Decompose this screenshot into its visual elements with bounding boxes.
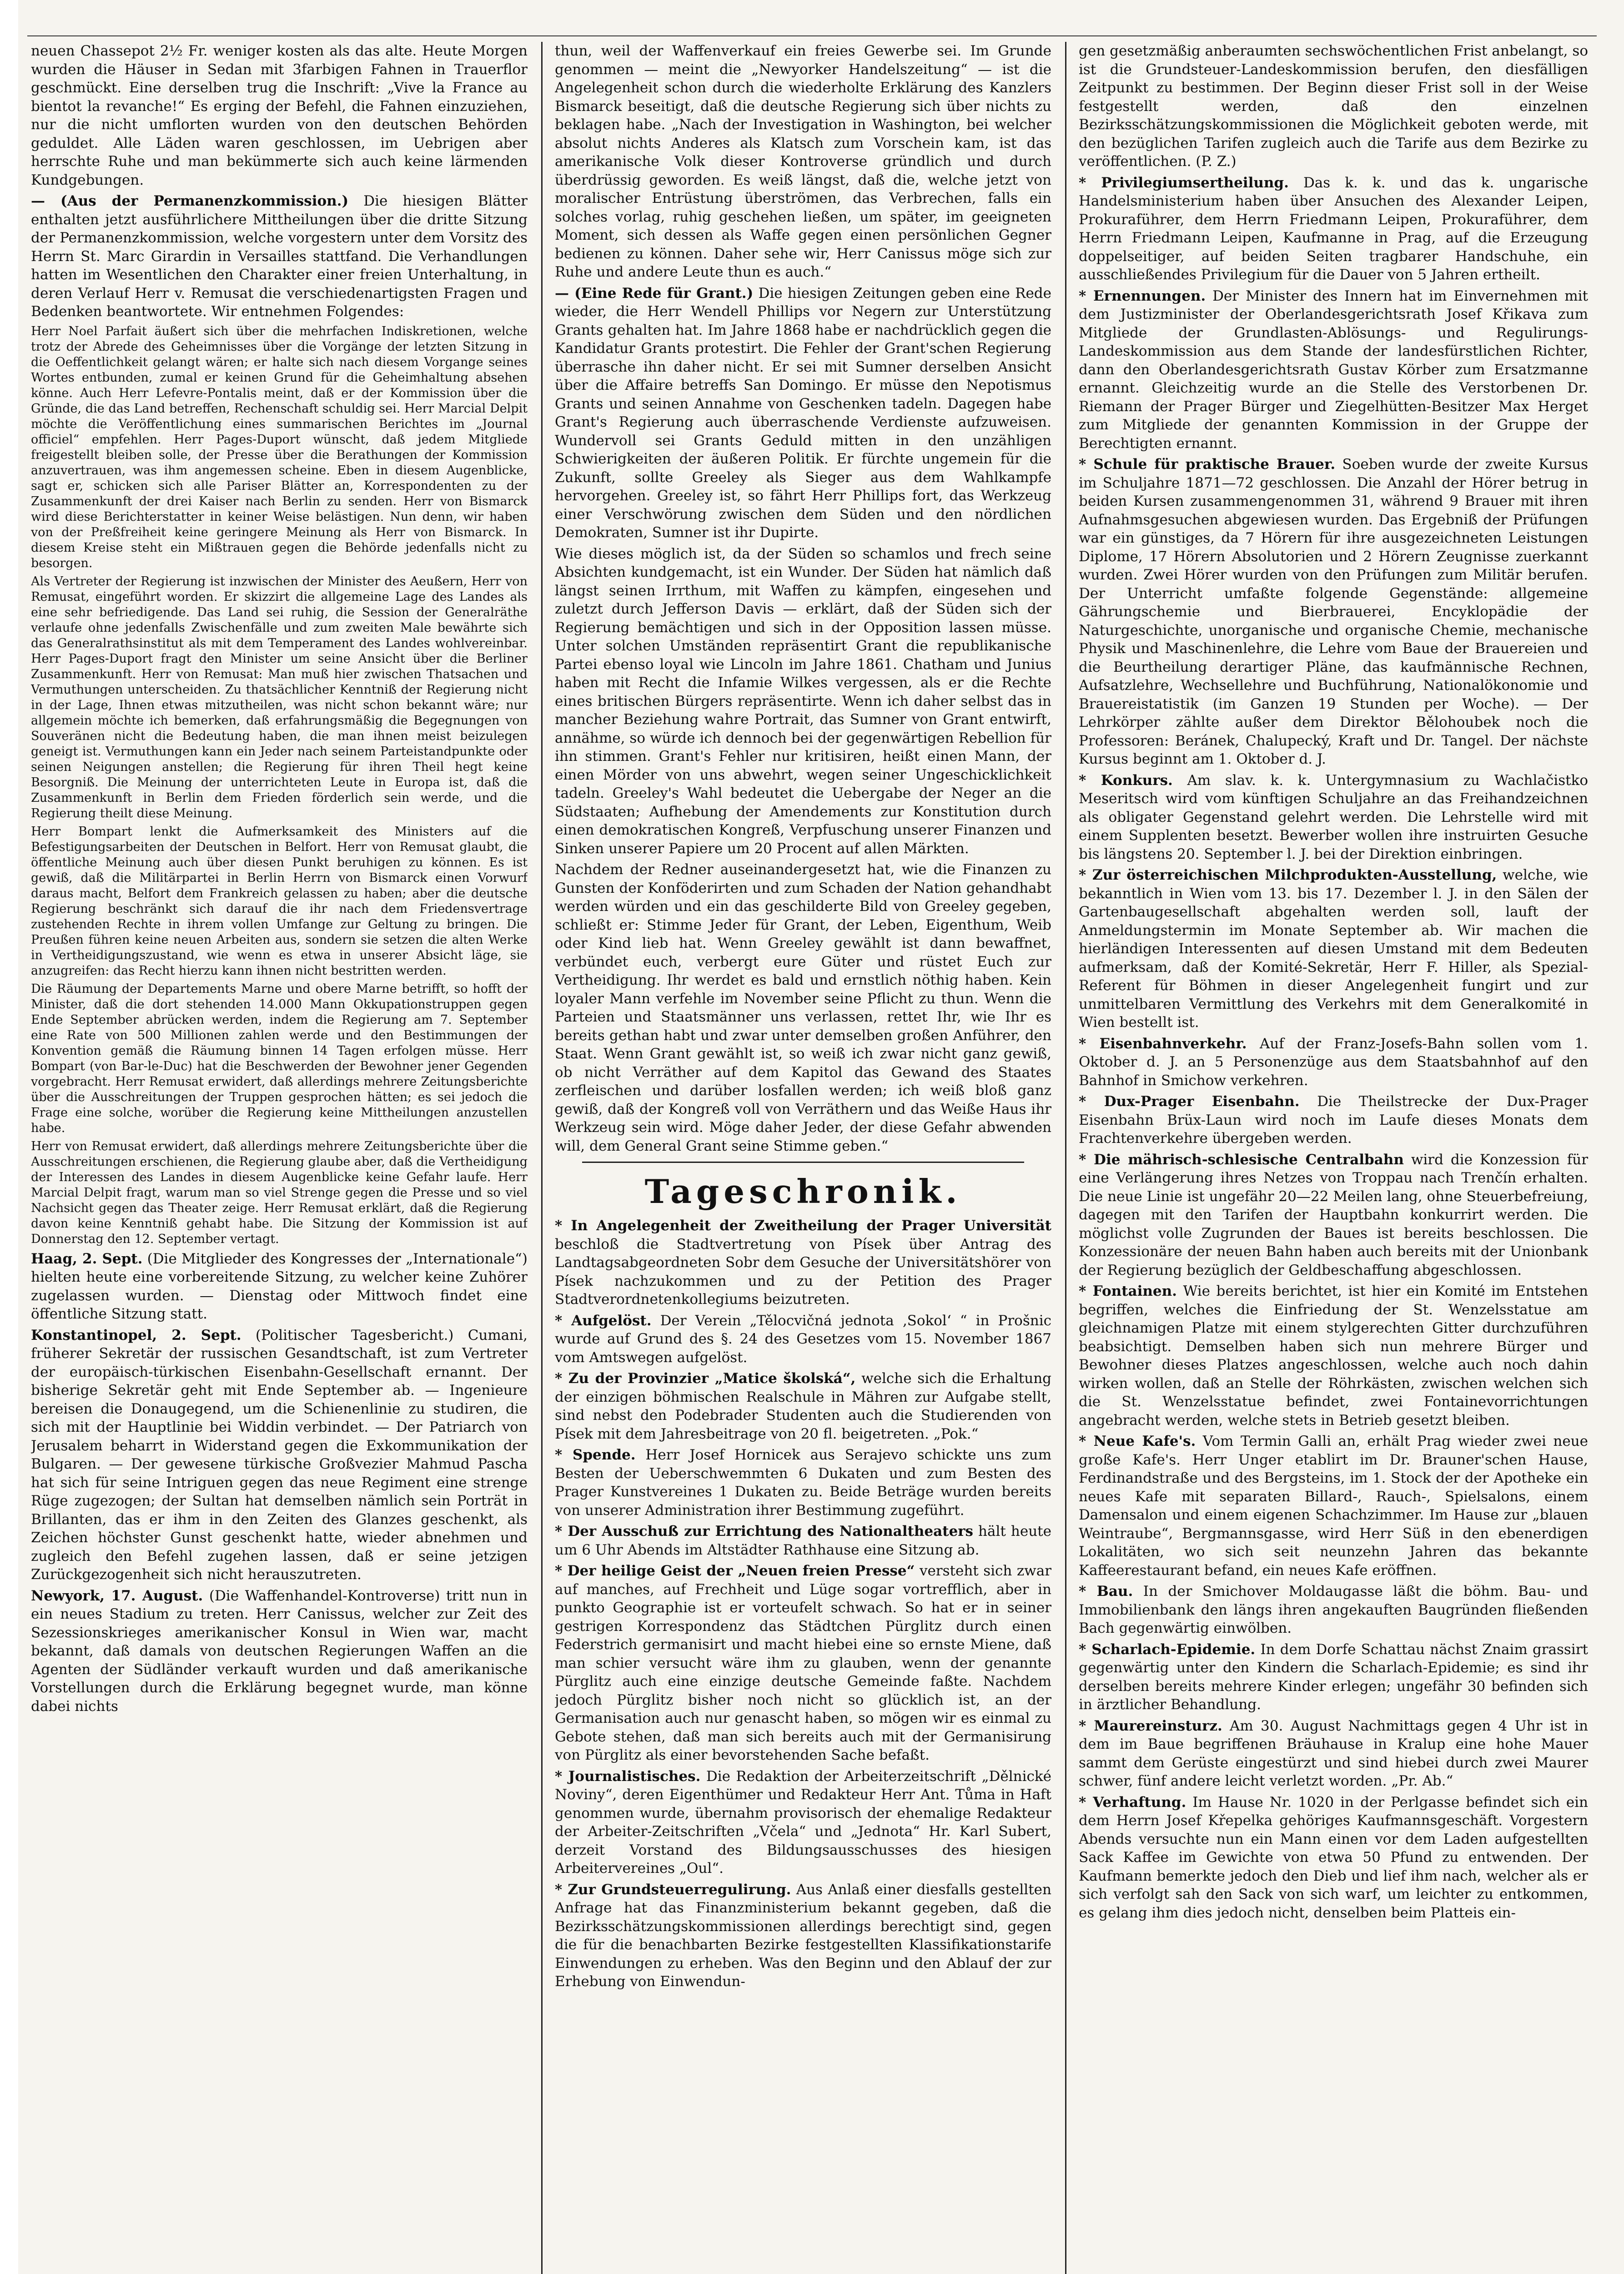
column-rule	[1065, 42, 1066, 2274]
item-heading: * Zur österreichischen Milchprodukten-Ausstellung,	[1079, 867, 1497, 883]
item-text: Der Verein „Tělocvičná jednota ‚Sokol‘ “ in Prošnic wurde auf Grund des §. 24 des Gesetzes vom 15. November 1867 vom Amtswegen aufgelöst.	[555, 1312, 1051, 1366]
item-heading: * In Angelegenheit der Zweitheilung der Prager Universität	[555, 1217, 1051, 1234]
item-text: Herr Josef Hornicek aus Serajevo schickte uns zum Besten der Ueberschwemmten 6 Dukaten und zum Besten des Prager Kunstvereines 1 Dukaten zu. Beide Beträge wurden bereits von unserer Administration ihrer Bestimmung zugeführt.	[555, 1447, 1051, 1519]
item-text: welche sich die Erhaltung der einzigen böhmischen Realschule in Mähren zur Aufgabe stellt, sind nebst den Podebrader Studenten auch die Studierenden von Písek mit dem Jahresbeitrage von 20 fl. beigetreten. „Pok.“	[555, 1370, 1051, 1442]
dateline: Newyork, 17. August.	[31, 1587, 203, 1604]
item-text: hält heute um 6 Uhr Abends im Altstädter Rathhause eine Sitzung ab.	[555, 1523, 1051, 1558]
item-heading: * Aufgelöst.	[555, 1312, 652, 1329]
item-text: wird die Konzession für eine Verlängerung ihres Netzes von Troppau nach Trenčín erhalten. Die neue Linie ist ungefähr 20—22 Meilen lang, ohne Steuerbefreiung, dagegen mit den Tarifen der Hauptbahn konkurrirt werden. Die möglichst volle Zugrunden der Baues ist bereits beschlossen. Die Konzessionäre der neuen Bahn haben auch bereits mit der Unionbank der Regierung bezüglich der Geldbeschaffung abgeschlossen.	[1079, 1151, 1588, 1278]
article-paragraph: Herr Noel Parfait äußert sich über die mehrfachen Indiskretionen, welche trotz der Abrede des Geheimnisses über die Vorgänge der letzten Sitzung in die Oeffentlichkeit gelangt wären; er halte sich nach diesem Vorgange seines Wortes entbunden, zumal er keinen Grund für die Geheimhaltung absehen könne. Auch Herr Lefevre-Pontalis meint, daß er der Kommission über die Gründe, die das Land betreffen, Rechenschaft schuldig sei. Herr Marcial Delpit möchte die Veröffentlichung eines summarischen Berichtes im „Journal officiel“ empfehlen. Herr Pages-Duport wünscht, daß jedem Mitgliede freigestellt bleiben solle, der Presse über die Berathungen der Kommission anzuvertrauen, was ihm angemessen scheine. Eben in diesem Augenblicke, sagt er, schicken sich alle Pariser Blätter an, Korrespondenten zu der Zusammenkunft der drei Kaiser nach Berlin zu senden. Herr von Bismarck wird diese Berichterstatter in keiner Weise belästigen. Nun denn, wir haben von der Preßfreiheit keine geringere Meinung als Herr von Bismarck. In diesem Kreise steht ein Mißtrauen gegen die Behörde jedenfalls nicht zu besorgen.	[31, 324, 528, 570]
article-paragraph: Die Räumung der Departements Marne und obere Marne betrifft, so hofft der Minister, daß die dort stehenden 14.000 Mann Okkupationstruppen gegen Ende September abrücken werden, indem die Regierung am 7. September eine Rate von 500 Millionen zahlen werde und den Bestimmungen der Konvention gemäß die Räumung binnen 14 Tagen erfolgen müsse. Herr Bompart (von Bar-le-Duc) hat die Beschwerden der Bewohner jener Gegenden vorgebracht. Herr Remusat erwidert, daß allerdings mehrere Zeitungsberichte über die Ausschreitungen der Truppen gesprochen hätten; es sei jedoch die Frage eine solche, worüber die Regierung keine Mittheilungen anzustellen habe.	[31, 981, 528, 1135]
item-text: beschloß die Stadtvertretung von Písek über Antrag des Landtagsabgeordneten Sobr dem Gesuche der Universitätshörer von Písek nachzukommen und zu der Petition des Prager Stadtverordnetenkollegiums beizutreten.	[555, 1236, 1051, 1308]
item-text: versteht sich zwar auf manches, auf Frechheit und Lüge sogar vortrefflich, aber in punkto Geographie ist er vorteufelt schwach. So hat er in seiner gestrigen Korrespondenz das Städtchen Pürglitz durch einen Federstrich germanisirt und macht hiebei eine so ernste Miene, daß man schier versucht wäre ihm zu glauben, wenn der genannte Pürglitz auch eine einzige deutsche Gemeinde faßte. Nachdem jedoch Pürglitz bisher noch nicht so glücklich ist, an der Germanisation auch nur genascht haben, so mögen wir es einmal zu Gebote stehen, daß man sich bereits auch mit der Germanisirung von Pürglitz als einer bevorstehenden Sache befaßt.	[555, 1563, 1051, 1763]
article-paragraph: Die hiesigen Zeitungen geben eine Rede wieder, die Herr Wendell Phillips vor Negern zur Unterstützung Grants gehalten hat. Im Jahre 1868 habe er nachdrücklich gegen die Kandidatur Grants protestirt. Die Fehler der Grant'schen Regierung überrasche ihn daher nicht. Er sei mit Sumner derselben Ansicht über die Affaire betreffs San Domingo. Er müsse den Nepotismus Grants und seinen Annahme von Geschenken tadeln. Dagegen habe Grant's Regierung auch überraschende Verdienste aufzuweisen. Wundervoll sei Grants Geduld mitten in den unzähligen Schwierigkeiten der äußeren Politik. Er fürchte ungemein für die Zukunft, sollte Greeley als Sieger aus dem Wahlkampfe hervorgehen. Greeley ist, so fährt Herr Phillips fort, das Werkzeug einer Verschwörung zwischen dem Süden und den nördlichen Demokraten, Sumner ist ihr Dupirte.	[555, 285, 1051, 541]
item-heading: * Verhaftung.	[1079, 1794, 1187, 1811]
article-paragraph: neuen Chassepot 2½ Fr. weniger kosten als das alte. Heute Morgen wurden die Häuser in Sedan mit 3farbigen Fahnen in Trauerflor geschmückt. Eine derselben trug die Inschrift: „Vive la France au bientot la revanche!“ Es erging der Befehl, die Fahnen einzuziehen, nur die nicht umflorten wurden von den deutschen Behörden geduldet. Alle Läden waren geschlossen, im Uebrigen aber herrschte Ruhe und man bekümmerte sich auch keine lärmenden Kundgebungen.	[31, 43, 528, 188]
item-heading: * Journalistisches.	[555, 1768, 701, 1785]
item-text: Auf der Franz-Josefs-Bahn sollen vom 1. Oktober d. J. an 5 Personenzüge aus dem Staatsbahnhof auf den Bahnhof in Smichow verkehren.	[1079, 1035, 1588, 1089]
item-text: Vom Termin Galli an, erhält Prag wieder zwei neue große Kafe's. Herr Unger etablirt im Dr. Brauner'schen Hause, Ferdinandstraße und des Bergsteins, im 1. Stock der der Apotheke ein neues Kafe mit separaten Billard-, Rauch-, Spielsalons, einem Damensalon und einem eigenen Schachzimmer. Im Hause zur „blauen Weintraube“, Bergmannsgasse, wird Herr Süß in den ebenerdigen Lokalitäten, wo sich seit neunzehn Jahren das bekannte Kaffeerestaurant befand, ein neues Kafe eröffnen.	[1079, 1433, 1588, 1579]
item-heading: * Neue Kafe's.	[1079, 1433, 1196, 1449]
article-paragraph: Als Vertreter der Regierung ist inzwischen der Minister des Aeußern, Herr von Remusat, eingeführt worden. Er skizzirt die allgemeine Lage des Landes als eine sehr befriedigende. Das Land sei ruhig, die Session der Generalräthe verlaufe ohne jedenfalls Zwischenfälle und zum zweiten Male bewährte sich das Generalrathsinstitut als mit dem Temperament des Landes wohlvereinbar. Herr Pages-Duport fragt den Minister um seine Ansicht über die Berliner Zusammenkunft. Herr von Remusat: Man muß hier zwischen Thatsachen und Vermuthungen unterscheiden. Zu thatsächlicher Kenntniß der Regierung nicht in der Lage, Ihnen etwas mitzutheilen, was nicht schon bekannt wäre; nur allgemein möchte ich bemerken, daß erfahrungsmäßig die Begegnungen von Souveränen nicht die Bedeutung haben, die man ihnen meist beizulegen geneigt ist. Vermuthungen kann ein Jeder nach seinem Parteistandpunkte oder seinen Neigungen anstellen; die Regierung für ihren Theil hegt keine Besorgniß. Die Meinung der unterrichteten Leute in Europa ist, daß die Zusammenkunft in Berlin dem Frieden förderlich sein werde, und die Regierung theilt diese Meinung.	[31, 574, 528, 820]
article-heading: — (Eine Rede für Grant.)	[555, 285, 754, 302]
item-heading: * Bau.	[1079, 1583, 1133, 1600]
item-text: Die Theilstrecke der Dux-Prager Eisenbahn Brüx-Laun wird noch im Laufe dieses Monats dem Frachtenverkehre übergeben werden.	[1079, 1093, 1588, 1147]
item-heading: * Maurereinsturz.	[1079, 1717, 1222, 1734]
item-text: Aus Anlaß einer diesfalls gestellten Anfrage hat das Finanzministerium bekannt gegeben, daß die Bezirksschätzungskommissionen allerdings berechtigt sind, gegen die für die benachbarten Bezirke festgestellten Klassifikationstarife Einwendungen zu erheben. Was den Beginn und den Ablauf der zur Erhebung von Einwendun-	[555, 1881, 1051, 1990]
item-heading: * Spende.	[555, 1447, 636, 1463]
item-heading: * Zur Grundsteuerregulirung.	[555, 1881, 791, 1898]
item-text: Im Hause Nr. 1020 in der Perlgasse befindet sich ein dem Herrn Josef Křepelka gehöriges Kaufmannsgeschäft. Vorgestern Abends versuchte nun ein Mann einen vor dem Laden aufgestellten Sack Kaffee im Gewichte von etwa 50 Pfund zu entwenden. Der Kaufmann bemerkte jedoch den Dieb und lief ihm nach, welcher als er sich verfolgt sah den Sack von sich warf, um leichter zu entkommen, es gelang ihm dies jedoch nicht, denselben beim Platteis ein-	[1079, 1794, 1588, 1921]
article-paragraph: Wie dieses möglich ist, da der Süden so schamlos und frech seine Absichten kundgemacht, ist ein Wunder. Der Süden hat nämlich daß längst seinen Irrthum, mit Waffen zu kämpfen, eingesehen und zuletzt durch Jefferson Davis — erklärt, daß der Süden sich der Regierung bemächtigen und sich in der Opposition lassen müsse. Unter solchen Umständen repräsentirt Grant die republikanische Partei ebenso loyal wie Lincoln im Jahre 1861. Chatham und Junius haben mit Recht die Infamie Wilkes vergessen, als er die Rechte eines britischen Bürgers repräsentirte. Wenn ich daher selbst das in mancher Beziehung wahre Portrait, das Sumner von Grant entwirft, annähme, so würde ich dennoch bei der gegenwärtigen Rebellion für ihn stimmen. Grant's Fehler nur kritisiren, heißt einen Mann, der einen Mörder von uns abwehrt, wegen seiner Ungeschicklichkeit tadeln. Greeley's Wahl bedeutet die Uebergabe der Neger an die Südstaaten; Aufhebung der Amendements zur Konstitution durch einen demokratischen Kongreß, Verpfuschung unserer Finanzen und Sinken unserer Papiere um 20 Procent auf allen Märkten.	[555, 545, 1051, 857]
article-paragraph: thun, weil der Waffenverkauf ein freies Gewerbe sei. Im Grunde genommen — meint die „Newyorker Handelszeitung“ — ist die Angelegenheit schon durch die wiederholte Erklärung des Kanzlers Bismarck beseitigt, daß die deutsche Regierung sich über nichts zu beklagen habe. „Nach der Investigation in Washington, bei welcher absolut nichts Anderes als Klatsch zum Vorschein kam, ist das amerikanische Volk dieser Kontroverse gründlich und durch überdrüssig geworden. Es weiß längst, daß die, welche jetzt von moralischer Entrüstung überströmen, das Verbrechen, falls ein solches vorlag, ruhig geschehen ließen, um später, im geeigneten Moment, sich dessen als Waffe gegen einen persönlichen Gegner bedienen zu können. Daher sehe wir, Herr Canissus möge sich zur Ruhe und andere Leute thun es auch.“	[555, 43, 1051, 280]
item-heading: * Der Ausschuß zur Errichtung des Nationaltheaters	[555, 1523, 973, 1539]
item-heading: * Der heilige Geist der „Neuen freien Presse“	[555, 1563, 915, 1579]
item-text: In der Smichover Moldaugasse läßt die böhm. Bau- und Immobilienbank den längs ihren angekauften Baugründen fließenden Bach gegenwärtig einwölben.	[1079, 1583, 1588, 1636]
column-1	[31, 42, 528, 2274]
article-paragraph: (Politischer Tagesbericht.) Cumani, früherer Sekretär der russischen Gesandtschaft, ist zum Vertreter der europäisch-türkischen Eisenbahn-Gesellschaft ernannt. Der bisherige Sekretär geht mit Ende September ab. — Ingenieure bereisen die Donaugegend, um die Schienenlinie zu studiren, die sich mit der Hauptlinie bei Widdin verbindet. — Der Patriarch von Jerusalem beharrt in Widerstand gegen die Exkommunikation der Bulgaren. — Der gewesene türkische Großvezier Mahmud Pascha hat sich für seine Intriguen gegen das neue Regiment eine strenge Rüge zugezogen; der Sultan hat demselben nämlich sein Porträt in Brillanten, das er ihm in den Zeiten des Glanzes geschenkt, als Zeichen höchster Gunst geschenkt hatte, wieder abnehmen und zugleich den Befehl zugehen lassen, daß er seine jetzigen Zurückgezogenheit sich nicht herauszutreten.	[31, 1327, 528, 1583]
article-paragraph: gen gesetzmäßig anberaumten sechswöchentlichen Frist anbelangt, so ist die Grundsteuer-Landeskommission berufen, den diesfälligen Zeitpunkt zu bestimmen. Der Beginn dieser Frist soll in der Weise festgestellt werden, daß den einzelnen Bezirksschätzungskommissionen die Möglichkeit geboten werde, mit den bezüglichen Tarifen zugleich auch die Tarife aus dem Bezirke zu veröffentlichen. (P. Z.)	[1079, 43, 1588, 170]
article-paragraph: (Die Mitglieder des Kongresses der „Internationale“) hielten heute eine vorbereitende Sitzung, zu welcher keine Zuhörer zugelassen wurden. — Dienstag oder Mittwoch findet eine öffentliche Sitzung statt.	[31, 1250, 528, 1322]
item-text: Die Redaktion der Arbeiterzeitschrift „Dělnické Noviny“, deren Eigenthümer und Redakteur Herr Ant. Tůma in Haft genommen wurde, übernahm provisorisch der ehemalige Redakteur der Arbeiter-Zeitschriften „Včela“ und „Jednota“ Hr. Karl Subert, derzeit Vorstand des Bildungsausschusses des hiesigen Arbeitervereines „Oul“.	[555, 1768, 1051, 1877]
page-margin	[0, 0, 18, 2274]
item-heading: * Dux-Prager Eisenbahn.	[1079, 1093, 1300, 1110]
item-heading: * Die mährisch-schlesische Centralbahn	[1079, 1151, 1404, 1168]
item-heading: * Privilegiumsertheilung.	[1079, 174, 1289, 191]
article-paragraph: Die hiesigen Blätter enthalten jetzt ausführlichere Mittheilungen über die dritte Sitzung der Permanenzkommission, welche vorgestern unter dem Vorsitz des Herrn St. Marc Girardin in Versailles stattfand. Die Verhandlungen hatten im Wesentlichen den Charakter einer freien Unterhaltung, in deren Verlauf Herr v. Remusat die verschiedenartigsten Fragen und Bedenken beantwortete. Wir entnehmen Folgendes:	[31, 193, 528, 320]
item-text: Der Minister des Innern hat im Einvernehmen mit dem Justizminister der Oberlandesgerichtsrath Josef Křikava zum Mitgliede der Grundlasten-Ablösungs- und Regulirungs-Landeskommission aus dem Stande der landesfürstlichen Richter, dann den Oberlandesgerichtsrath Gustav Körber zum Ersatzmanne ernannt. Gleichzeitig wurde an die Stelle des Verstorbenen Dr. Riemann der Prager Bürger und Ziegelhütten-Besitzer Max Herget zum Mitgliede der genannten Kommission in der Gruppe der Berechtigten ernannt.	[1079, 287, 1588, 452]
top-rule	[27, 35, 1597, 36]
item-text: welche, wie bekanntlich in Wien vom 13. bis 17. Dezember l. J. in den Sälen der Gartenbaugesellschaft abgehalten werden soll, lauft der Anmeldungstermin im Monate September ab. Wir machen die hierländigen Interessenten auf diesen Umstand mit dem Bedeuten aufmerksam, daß der Komité-Sekretär, Herr F. Hiller, als Spezial-Referent für Böhmen in dieser Angelegenheit fungirt und zur unmittelbaren Vermittlung des Verkehrs mit dem Generalkomité in Wien bestellt ist.	[1079, 867, 1588, 1031]
article-paragraph: (Die Waffenhandel-Kontroverse) tritt nun in ein neues Stadium zu treten. Herr Canissus, welcher zur Zeit des Sezessionskrieges amerikanischer Konsul in Wien war, macht bekannt, daß damals von deutschen Regierungen Waffen an die Agenten der Südländer verkauft wurden und daß amerikanische Vorstellungen durch die Erklärung begegnet wurde, man könne dabei nichts	[31, 1587, 528, 1715]
dateline: Konstantinopel, 2. Sept.	[31, 1327, 241, 1343]
article-paragraph: Nachdem der Redner auseinandergesetzt hat, wie die Finanzen zu Gunsten der Konföderirten und zum Schaden der Nation gehandhabt werden würden und ein das geschilderte Bild von Greeley gegeben, schließt er: Stimme Jeder für Grant, der Leben, Eigenthum, Weib oder Kind lieb hat. Wenn Greeley gewählt ist dann bewaffnet, verbündet euch, verbergt eure Güter und rüstet Euch zur Vertheidigung. Ihr werdet es bald und ernstlich nöthig haben. Kein loyaler Mann verfehle im November seine Pflicht zu thun. Wenn die Parteien und Staatsmänner uns verlassen, rettet Ihr, wie Ihr es bereits gethan habt und zwar unter demselben großen Anführer, den Staat. Wenn Grant gewählt ist, so weiß ich zwar nicht ganz gewiß, ob nicht Verräther auf dem Kapitol das Gewand des Staates zerfleischen und darüber losfallen werden; ich weiß bloß ganz gewiß, daß der Kongreß voll von Verräthern und das Weiße Haus ihr Werkzeug sein wird. Möge daher Jeder, der diese Gefahr abwenden will, dem General Grant seine Stimme geben.“	[555, 861, 1051, 1154]
item-heading: * Zu der Provinzier „Matice školská“,	[555, 1370, 856, 1387]
item-text: In dem Dorfe Schattau nächst Znaim grassirt gegenwärtig unter den Kindern die Scharlach-Epidemie; es sind ihr derselben bereits mehrere Kinder erlegen; ungefähr 30 befinden sich in ärztlicher Behandlung.	[1079, 1641, 1588, 1713]
item-heading: * Konkurs.	[1079, 772, 1173, 789]
item-heading: * Ernennungen.	[1079, 287, 1206, 304]
article-paragraph: Herr Bompart lenkt die Aufmerksamkeit des Ministers auf die Befestigungsarbeiten der Deutschen in Belfort. Herr von Remusat glaubt, die öffentliche Meinung auch über diesen Punkt beruhigen zu können. Es ist gewiß, daß die Militärpartei in Berlin Herrn von Bismarck einen Vorwurf daraus macht, Belfort dem Frankreich gelassen zu haben; aber die deutsche Regierung beschränkt sich darauf die ihr nach dem Friedensvertrage zustehenden Rechte in ihrem vollen Umfange zur Geltung zu bringen. Die Preußen führen keine neuen Arbeiten aus, sondern sie setzen die alten Werke in Vertheidigungszustand, wie wenn es etwa in unserer Absicht läge, sie anzugreifen: das Recht hierzu kann ihnen nicht bestritten werden.	[31, 824, 528, 978]
item-heading: * Fontainen.	[1079, 1283, 1177, 1299]
item-text: Wie bereits berichtet, ist hier ein Komité im Entstehen begriffen, welches die Einfriedung der St. Wenzelsstatue am gleichnamigen Platze mit einem stylgerechten Gitter durchzuführen beabsichtigt. Demselben haben sich nun mehrere Bürger und Bewohner dieses Platzes angeschlossen, welche auch noch dahin wirken wollen, daß an Stelle der Röhrkästen, zwischen welchen sich die St. Wenzelsstatue befindet, zwei Fontainevorrichtungen angebracht werden, welche stets in Betrieb gesetzt bleiben.	[1079, 1283, 1588, 1429]
item-heading: * Eisenbahnverkehr.	[1079, 1035, 1247, 1052]
item-heading: * Schule für praktische Brauer.	[1079, 456, 1336, 473]
column-3	[1079, 42, 1588, 2274]
item-heading: * Scharlach-Epidemie.	[1079, 1641, 1256, 1658]
section-title: Tageschronik.	[644, 1172, 962, 1211]
article-paragraph: Herr von Remusat erwidert, daß allerdings mehrere Zeitungsberichte über die Ausschreitungen erschienen, die Regierung glaube aber, daß die Vertheidigung der Interessen des Landes in diesem Augenblicke keine Gefahr laufe. Herr Marcial Delpit fragt, warum man so viel Strenge gegen die Presse und so viel Nachsicht gegen das Theater zeige. Herr Remusat erklärt, daß die Regierung davon keine Kenntniß gehabt habe. Die Sitzung der Kommission ist auf Donnerstag den 12. September vertagt.	[31, 1139, 528, 1246]
item-text: Das k. k. und das k. ungarische Handelsministerium haben über Ansuchen des Alexander Leipen, Prokuraführer, dem Herrn Friedmann Leipen, Prokuraführer, dem Herrn Friedmann Leipen, Kaufmanne in Prag, auf die Erzeugung doppelseitiger, auf beiden Seiten tragbarer Handschuhe, ein ausschließendes Privilegium für die Dauer von 5 Jahren ertheilt.	[1079, 174, 1588, 283]
section-rule	[582, 1162, 1024, 1163]
column-rule	[541, 42, 543, 2274]
article-heading: — (Aus der Permanenzkommission.)	[31, 193, 349, 209]
item-text: Am slav. k. k. Untergymnasium zu Wachlačistko Meseritsch wird vom künftigen Schuljahre an das Freihandzeichnen als obligater Gegenstand gelehrt werden. Die Lehrstelle wird mit einem Supplenten besetzt. Bewerber wollen ihre instruirten Gesuche bis längstens 20. September l. J. bei der Direktion einbringen.	[1079, 772, 1588, 862]
column-2	[555, 42, 1051, 2274]
dateline: Haag, 2. Sept.	[31, 1250, 143, 1267]
item-text: Soeben wurde der zweite Kursus im Schuljahre 1871—72 geschlossen. Die Anzahl der Hörer betrug in beiden Kursen zusammengenommen 31, während 9 Brauer mit ihren Aufnahmsgesuchen abgewiesen wurden. Das Ergebniß der Prüfungen war ein günstiges, da 7 Hörern für ihre ausgezeichneten Leistungen Diplome, 17 Hörern Absolutorien und 2 Hörern Zeugnisse zuerkannt wurden. Zwei Hörer wurden von den Prüfungen zum Militär berufen. Der Unterricht umfaßte folgende Gegenstände: allgemeine Gährungschemie und Bierbrauerei, Encyklopädie der Naturgeschichte, unorganische und organische Chemie, mechanische Physik und Maschinenlehre, die Lehre vom Baue der Brauereien und die Beurtheilung derartiger Pläne, das kaufmännische Rechnen, Aufsatzlehre, Wechsellehre und Buchführung, Nationalökonomie und Brauereistatistik (im Ganzen 19 Stunden per Woche). — Der Lehrkörper zählte außer dem Direktor Bělohoubek noch die Professoren: Beránek, Chalupecký, Kraft und Dr. Tangel. Der nächste Kursus beginnt am 1. Oktober d. J.	[1079, 456, 1588, 767]
item-text: Am 30. August Nachmittags gegen 4 Uhr ist in dem im Baue begriffenen Bräuhause in Kralup eine hohe Mauer sammt dem Gerüste eingestürzt und sind hiebei durch zwei Maurer schwer, fünf andere leicht verletzt worden. „Pr. Ab.“	[1079, 1717, 1588, 1789]
